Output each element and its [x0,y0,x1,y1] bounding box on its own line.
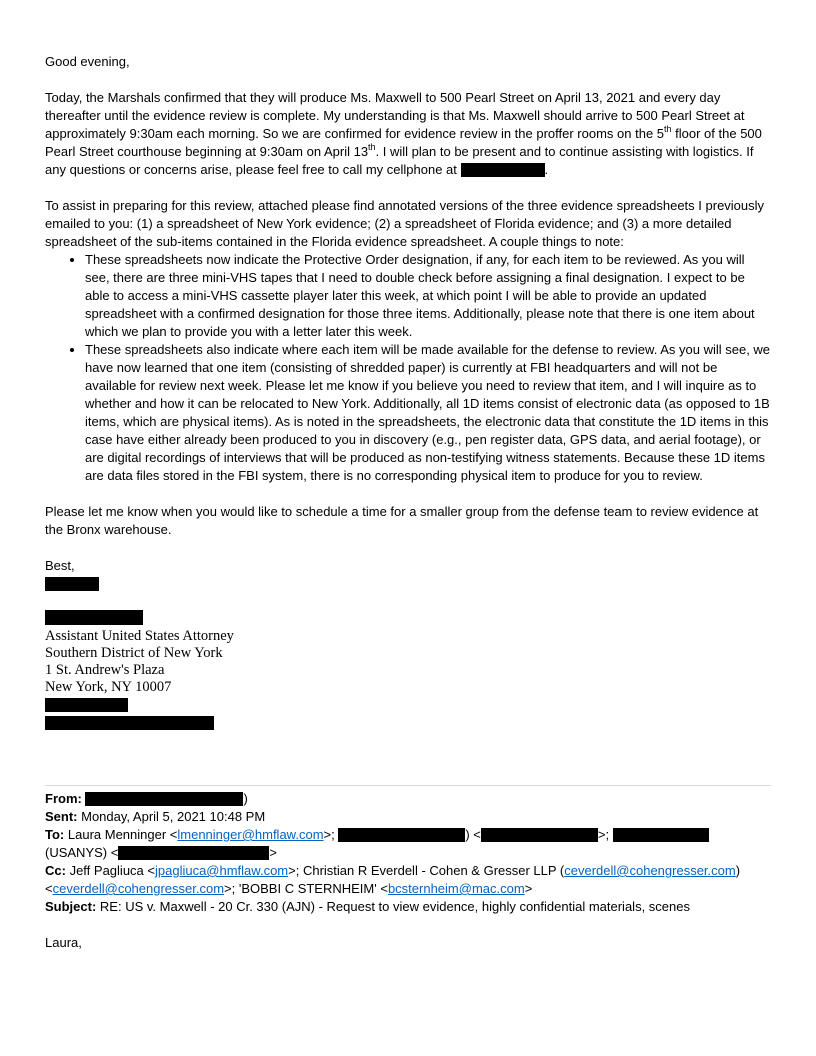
email-header [45,790,771,916]
signature-title: Assistant United States Attorney [45,628,234,644]
from-line: From: ) [45,791,248,806]
sent-line [45,808,771,826]
para1-text-a: Today, the Marshals confirmed that they will produce Ms. Maxwell to 500 Pearl Street on April 13, 2021 and every day thereafter until the evidence review is complete. My understanding is that Ms. Maxwell should arrive to 500 Pearl Street at approximately 9:30am each morning. So we are confirmed for evidence review in the proffer rooms on the 5 [45,90,745,141]
email-link-lmenninger[interactable]: lmenninger@hmflaw.com [177,827,324,842]
redaction-from [85,792,243,806]
superscript-th: th [368,142,376,152]
list-item: • These spreadsheets now indicate the Protective Order designation, if any, for each item to be reviewed. As you will see, there are three mini-VHS tapes that I need to double check before assigning a final designation. I expect to be able to access a mini-VHS cassette player later this week, at which point I will be able to provide an updated spreadsheet with a confirmed designation for those three items. Additionally, please note that there is one item about which we plan to provide you with a letter later this week. [85,251,771,341]
to-line: To: Laura Menninger <lmenninger@hmflaw.com>; ) < >; (USANYS) < > [45,826,771,862]
email-page [45,53,771,952]
redaction-to-name [338,828,465,842]
signature-block [45,628,771,696]
signature-office: Southern District of New York [45,645,223,661]
email-link-ceverdell[interactable]: ceverdell@cohengresser.com [564,863,736,878]
email-link-bcsternheim[interactable]: bcsternheim@mac.com [387,881,525,896]
sent-label: Sent: [45,809,78,824]
subject-label: Subject: [45,899,97,914]
to-label: To: [45,827,65,842]
redaction-sender-name [45,577,99,591]
paragraph-marshals [45,89,771,179]
redaction-to-email-2 [118,846,269,860]
signature-city: New York, NY 10007 [45,679,172,695]
list-item: • These spreadsheets also indicate where each item will be made available for the defense to review. As you will see, we have now learned that one item (consisting of shredded paper) is currently at FBI headquarters and will not be available for review next week. Please let me know if you believe you need to review that item, and I will inquire as to whether and how it can be relocated to New York. Additionally, all 1D items consist of electronic data (as opposed to 1B items, which are physical items). As is noted in the spreadsheets, the electronic data that constitute the 1D items in this case have either already been produced to you in discovery (e.g., pen register data, GPS data, and aerial footage), or are digital recordings of interviews that will be produced as non-testifying witness statements. Because these 1D items are data files stored in the FBI system, there is no corresponding physical item to produce for you to review. [85,341,771,485]
email-link-ceverdell-2[interactable]: ceverdell@cohengresser.com [52,881,225,896]
greeting: Good evening, [45,54,130,69]
redaction-phone-number [45,698,128,712]
redaction-phone [461,163,545,177]
cc-line: Cc: Jeff Pagliuca <jpagliuca@hmflaw.com>; Christian R Everdell - Cohen & Gresser LLP (ceverdell@cohengresser.com) <ceverdell@cohengresser.com>; 'BOBBI C STERNHEIM' <bcsternheim@mac.com> [45,863,741,896]
sent-value: Monday, April 5, 2021 10:48 PM [81,809,266,824]
email-link-jpagliuca[interactable]: jpagliuca@hmflaw.com [154,863,289,878]
redaction-to-email [481,828,598,842]
from-label: From: [45,791,82,806]
cc-label: Cc: [45,863,66,878]
closing: Best, [45,558,75,573]
para1-text-c: . I will plan to be present and to continue assisting with logistics. If any questions or concerns arise, please feel free to call my cellphone at [45,144,754,177]
superscript-th: th [664,124,672,134]
subject-value: RE: US v. Maxwell - 20 Cr. 330 (AJN) - Request to view evidence, highly confidential materials, scenes [99,899,690,914]
redaction-to-name-2 [613,828,709,842]
paragraph-schedule: Please let me know when you would like to schedule a time for a smaller group from the defense team to review evidence at the Bronx warehouse. [45,504,759,537]
para1-text-b: floor of the 500 Pearl Street courthouse beginning at 9:30am on April 13 [45,126,762,159]
redaction-email [45,716,214,730]
subject-line [45,898,771,916]
reply-greeting: Laura, [45,935,82,950]
paragraph-spreadsheets: To assist in preparing for this review, attached please find annotated versions of the three evidence spreadsheets I previously emailed to you: (1) a spreadsheet of New York evidence; (2) a spreadsheet of Florida evidence; and (3) a more detailed spreadsheet of the sub-items contained in the Florida evidence spreadsheet. A couple things to note: [45,198,765,249]
signature-street: 1 St. Andrew's Plaza [45,662,165,678]
redaction-sender-fullname [45,610,143,625]
para1-text-d: . [544,162,549,177]
notes-list [45,251,771,485]
